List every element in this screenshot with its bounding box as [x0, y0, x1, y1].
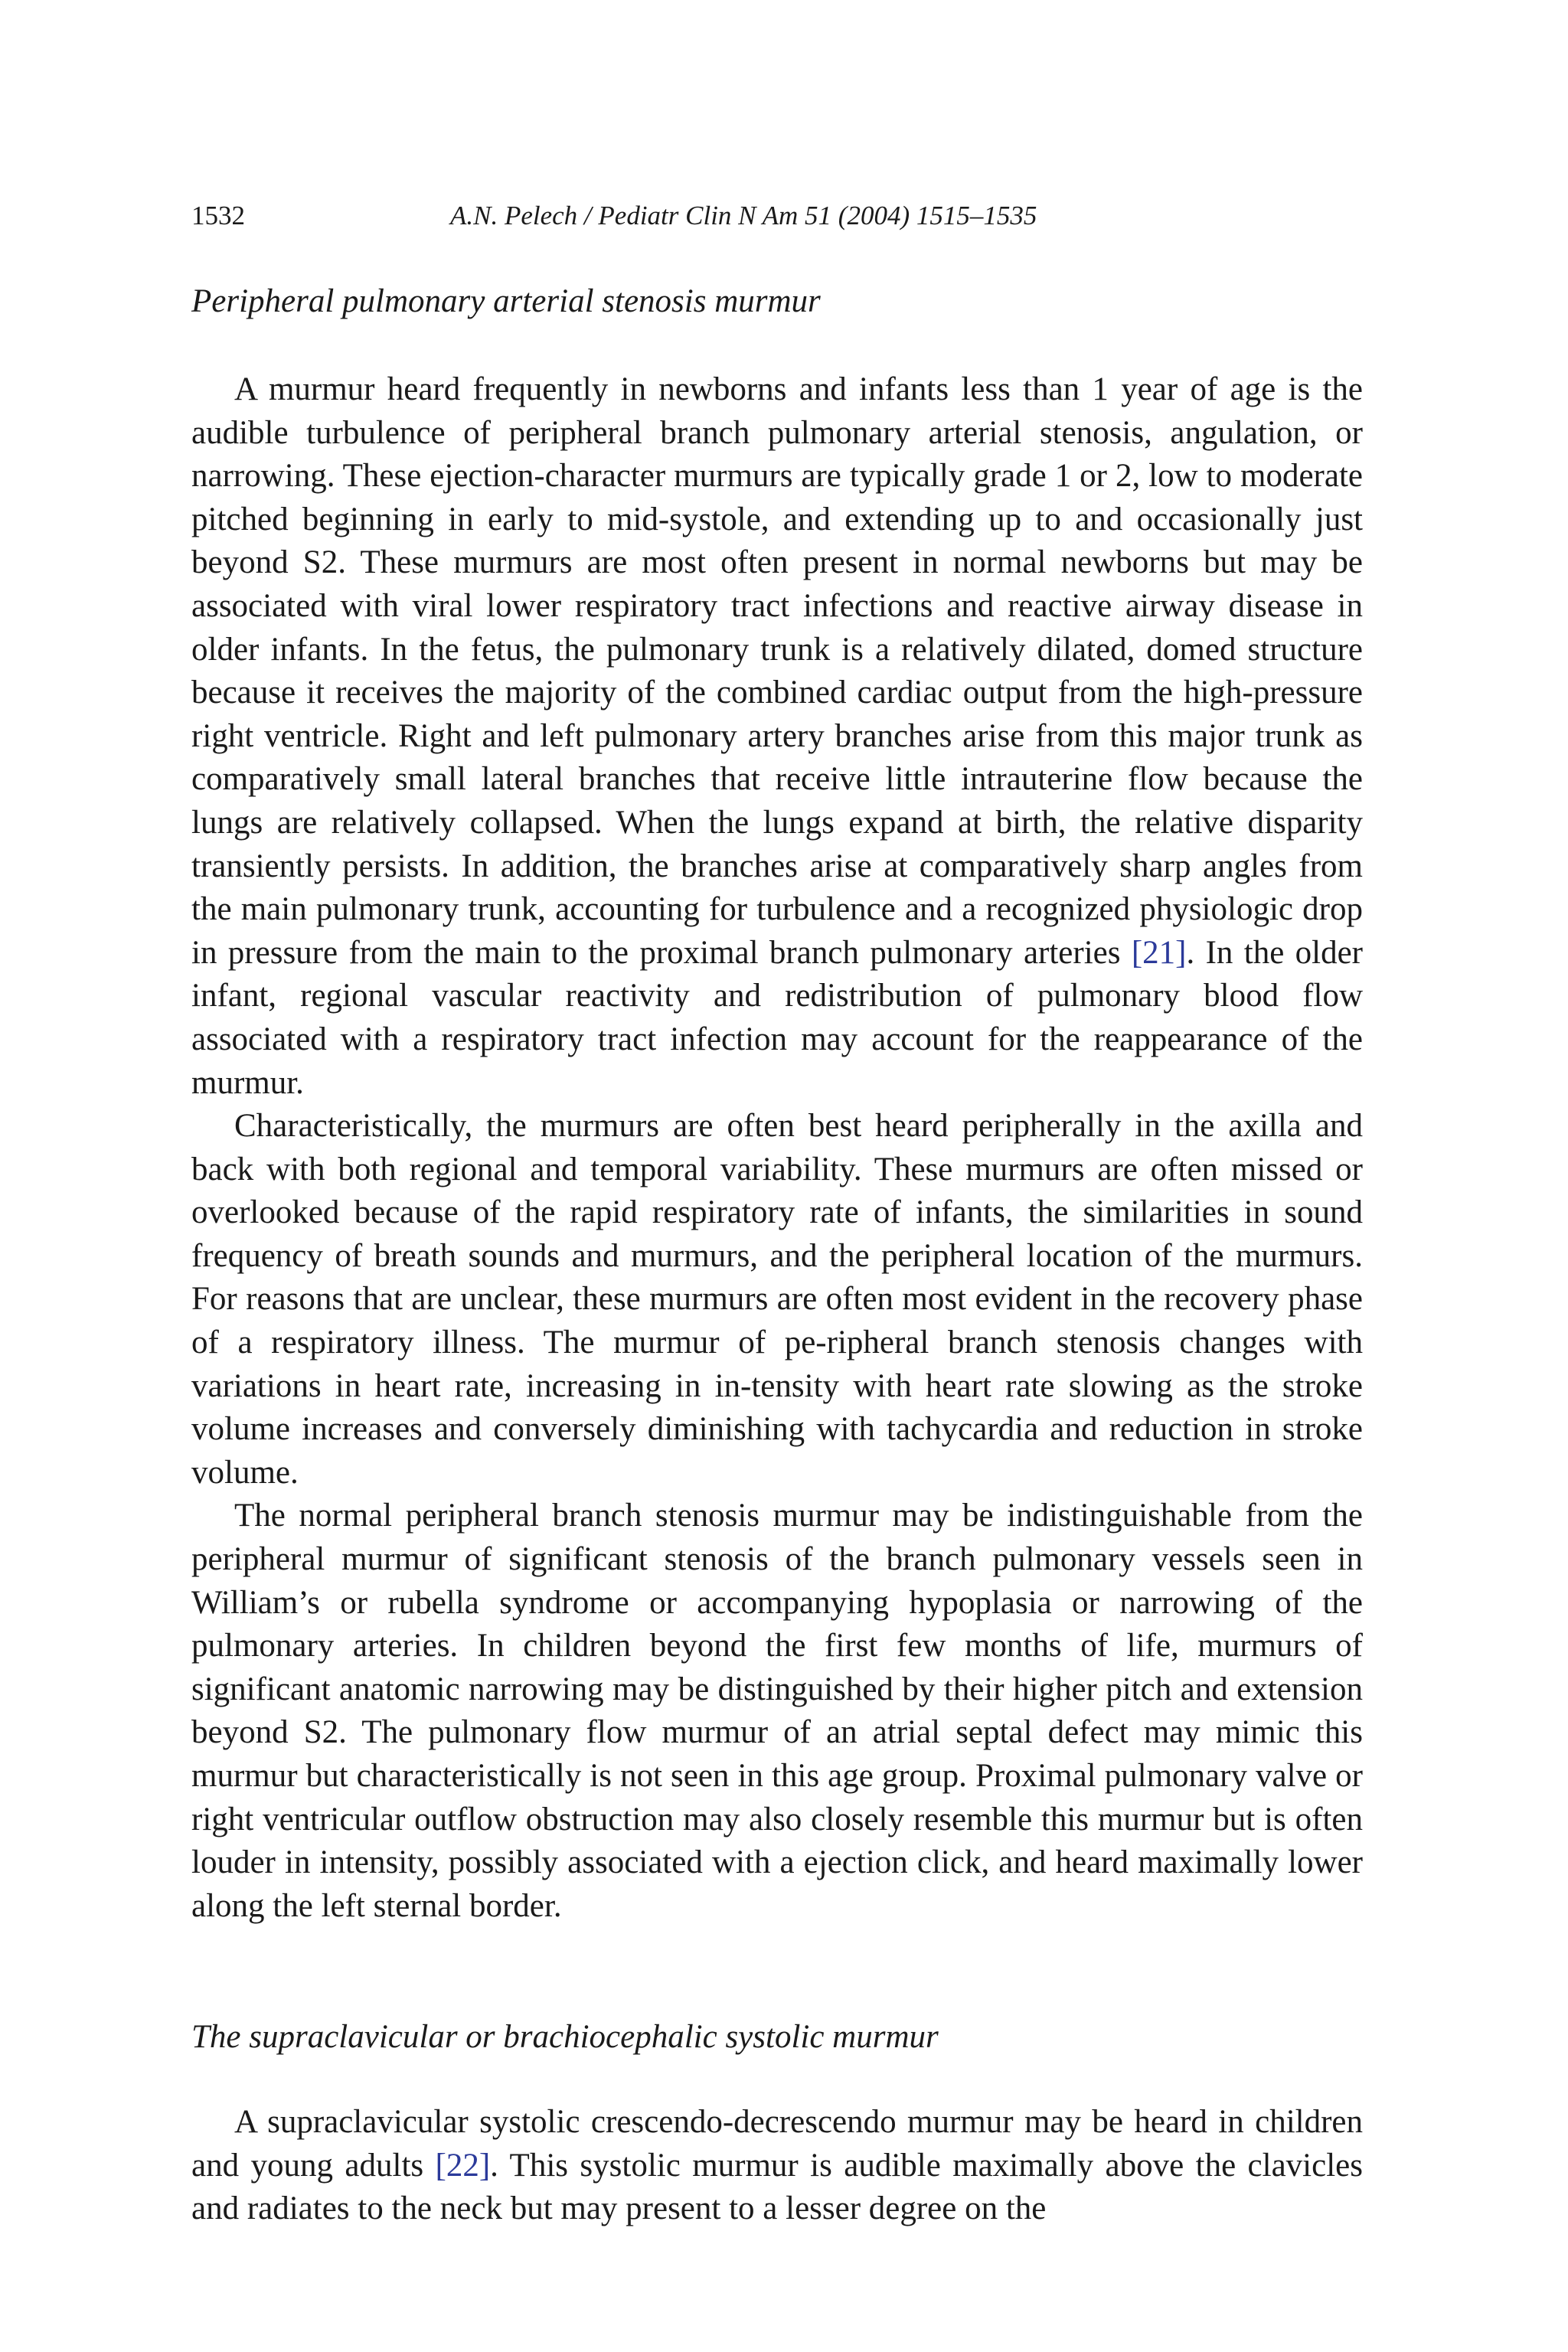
- citation-link-21[interactable]: [21]: [1131, 934, 1187, 971]
- paragraph-text: . This systolic murmur is audible maximally above the clavicles and radiates to the neck but may present to a lesser degree on the: [191, 2147, 1363, 2227]
- paragraph-text: A murmur heard frequently in newborns and infants less than 1 year of age is the audible turbulence of peripheral branch pulmonary arterial stenosis, angulation, or narrowing. These ejection-character murmurs are typically grade 1 or 2, low to moderate pitched beginning in early to mid-systole, and extending up to and occasionally just beyond S2. These murmurs are most often present in normal newborns but may be associated with viral lower respiratory tract infections and reactive airway disease in older infants. In the fetus, the pulmonary trunk is a relatively dilated, domed structure because it receives the majority of the combined cardiac output from the high-pressure right ventricle. Right and left pulmonary artery branches arise from this major trunk as comparatively small lateral branches that receive little intrauterine flow because the lungs are relatively collapsed. When the lungs expand at birth, the relative disparity transiently persists. In addition, the branches arise at comparatively sharp angles from the main pulmonary trunk, accounting for turbulence and a recognized physiologic drop in pressure from the main to the proximal branch pulmonary arteries: [191, 371, 1363, 971]
- paragraph: The normal peripheral branch stenosis murmur may be indistinguishable from the peripheral murmur of significant stenosis of the branch pulmonary vessels seen in William’s or rubella syndrome or accompanying hypoplasia or narrowing of the pulmonary arteries. In children beyond the first few months of life, murmurs of significant anatomic narrowing may be distinguished by their higher pitch and extension beyond S2. The pulmonary flow murmur of an atrial septal defect may mimic this murmur but characteristically is not seen in this age group. Proximal pulmonary valve or right ventricular outflow obstruction may also closely resemble this murmur but is often louder in intensity, possibly associated with a ejection click, and heard maximally lower along the left sternal border.: [191, 1498, 1363, 1924]
- citation-link-22[interactable]: [22]: [435, 2147, 491, 2184]
- paragraph: [191, 368, 1363, 1105]
- paragraph: [191, 2101, 1363, 2231]
- section-body-peripheral-stenosis: [191, 368, 1363, 1928]
- journal-reference: A.N. Pelech / Pediatr Clin N Am 51 (2004) 1515–1535: [450, 201, 1037, 230]
- paragraph: Characteristically, the murmurs are often best heard peripherally in the axilla and back with both regional and temporal variability. These murmurs are often missed or overlooked because of the rapid respiratory rate of infants, the similarities in sound frequency of breath sounds and murmurs, and the peripheral location of the murmurs. For reasons that are unclear, these murmurs are often most evident in the recovery phase of a respiratory illness. The murmur of pe-ripheral branch stenosis changes with variations in heart rate, increasing in in-tensity with heart rate slowing as the stroke volume increases and conversely diminishing with tachycardia and reduction in stroke volume.: [191, 1108, 1363, 1491]
- page-number: 1532: [191, 201, 245, 230]
- section-heading-supraclavicular: The supraclavicular or brachiocephalic systolic murmur: [191, 2019, 939, 2055]
- section-heading-peripheral-stenosis: Peripheral pulmonary arterial stenosis murmur: [191, 283, 821, 319]
- section-body-supraclavicular: [191, 2101, 1363, 2231]
- paragraph-text: A supraclavicular systolic crescendo-decrescendo murmur may be heard in children and young adults: [191, 2104, 1363, 2184]
- paragraph-text: . In the older infant, regional vascular reactivity and redistribution of pulmonary blood flow associated with a respiratory tract infection may account for the reappearance of the murmur.: [191, 934, 1364, 1101]
